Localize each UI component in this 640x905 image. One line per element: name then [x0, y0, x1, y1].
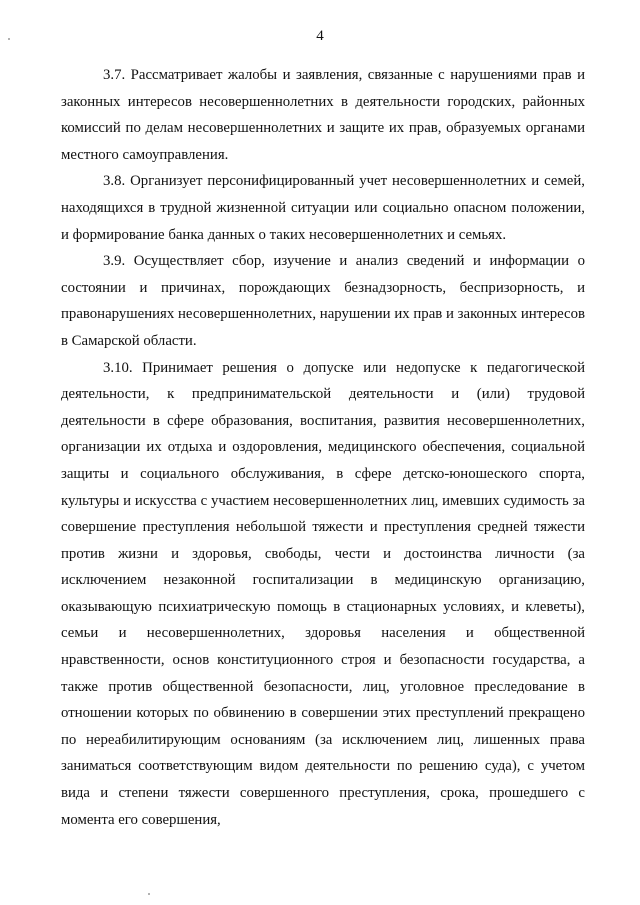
paragraph-3-10: 3.10. Принимает решения о допуске или недопуске к педагогической деятельности, к предпринимательской деятельности и (или) трудовой деятельности в сфере образования, воспитания, развития несовершеннолетних, организации их отдыха и оздоровления, медицинского обеспечения, социальной защиты и социального обслуживания, в сфере детско-юношеского спорта, культуры и искусства с участием несовершеннолетних лиц, имевших судимость за совершение преступления небольшой тяжести и преступления средней тяжести против жизни и здоровья, свободы, чести и достоинства личности (за исключением незаконной госпитализации в медицинскую организацию, оказывающую психиатрическую помощь в стационарных условиях, и клеветы), семьи и несовершеннолетних, здоровья населения и общественной нравственности, основ конституционного строя и безопасности государства, а также против общественной безопасности, лиц, уголовное преследование в отношении которых по обвинению в совершении этих преступлений прекращено по нереабилитирующим основаниям (за исключением лиц, лишенных права заниматься соответствующим видом деятельности по решению суда), с учетом вида и степени тяжести совершенного преступления, срока, прошедшего с момента его совершения, [61, 359, 585, 828]
scan-speck [148, 893, 150, 895]
document-body [61, 62, 585, 833]
paragraph-3-7: 3.7. Рассматривает жалобы и заявления, связанные с нарушениями прав и законных интересов несовершеннолетних в деятельности городских, районных комиссий по делам несовершеннолетних и защите их прав, образуемых органами местного самоуправления. [61, 67, 585, 163]
paragraph-3-9: 3.9. Осуществляет сбор, изучение и анализ сведений и информации о состоянии и причинах, порождающих безнадзорность, беспризорность, и правонарушениях несовершеннолетних, нарушении их прав и законных интересов в Самарской области. [61, 253, 585, 349]
page-number: 4 [316, 28, 324, 44]
paragraph-3-8: 3.8. Организует персонифицированный учет несовершеннолетних и семей, находящихся в трудной жизненной ситуации или социально опасном положении, и формирование банка данных о таких несовершеннолетних и семьях. [61, 173, 585, 243]
